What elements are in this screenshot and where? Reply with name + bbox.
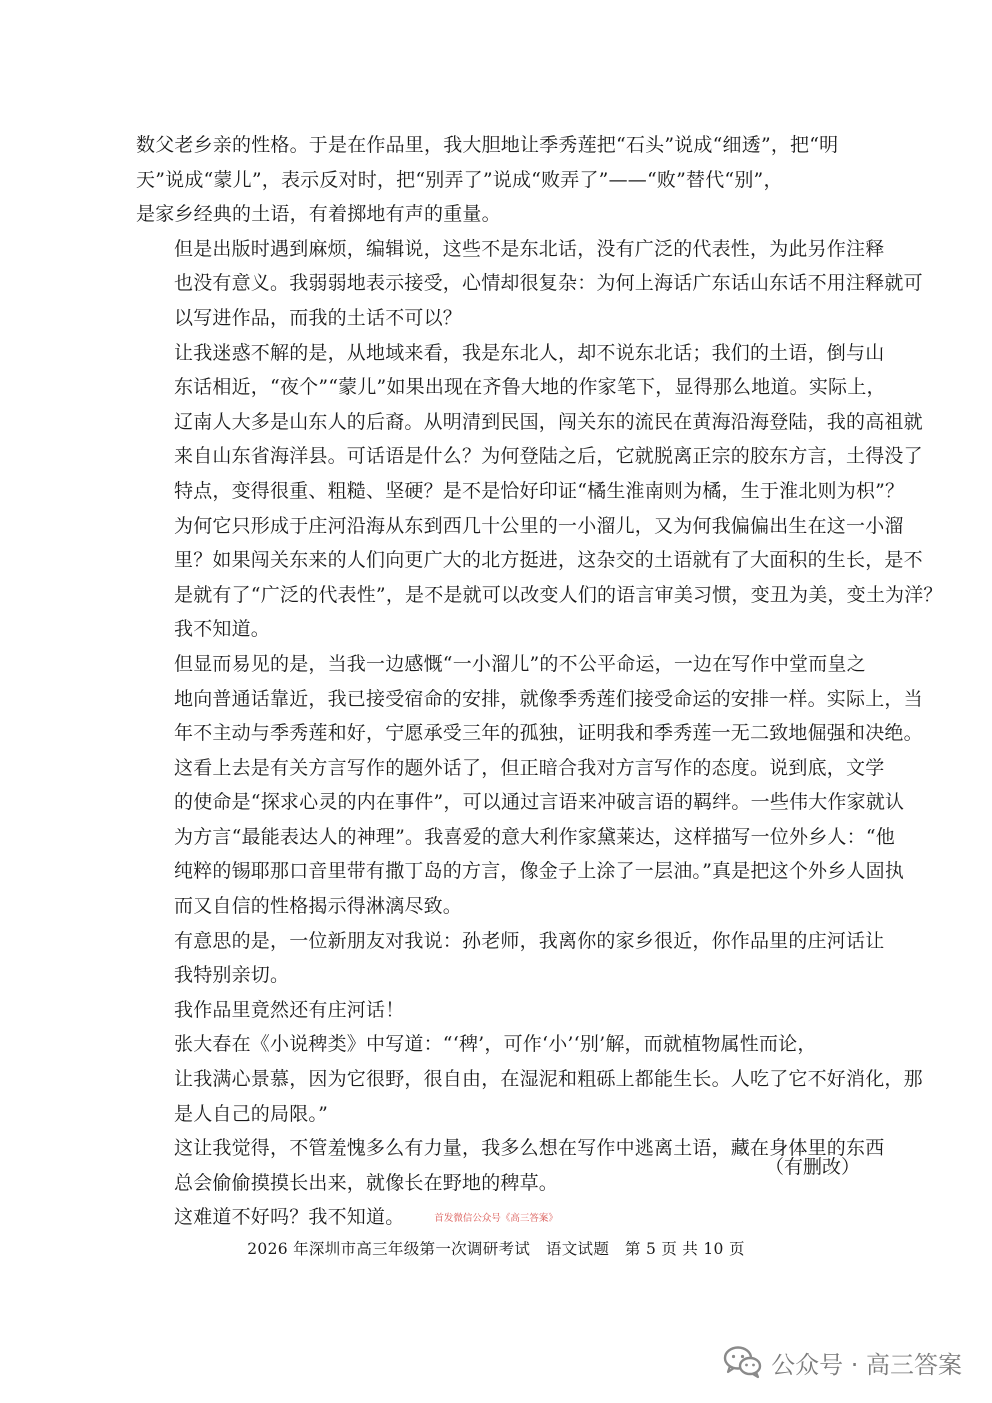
text-line: 而又自信的性格揭示得淋漓尽致。 — [174, 895, 463, 918]
text-line: 天”说成“蒙儿”，表示反对时，把“别弄了”说成“败弄了”——“败”替代“别”， — [136, 168, 783, 191]
text-line: 有意思的是，一位新朋友对我说：孙老师，我离你的家乡很近，你作品里的庄河话让 — [174, 929, 885, 952]
text-line: 这让我觉得，不管羞愧多么有力量，我多么想在写作中逃离土语，藏在身体里的东西 — [174, 1137, 885, 1160]
paragraph — [136, 751, 905, 924]
paragraph — [136, 128, 872, 232]
page-footer: 2026 年深圳市高三年级第一次调研考试 语文试题 第 5 页 共 10 页 — [247, 1240, 745, 1258]
text-line: 数父老乡亲的性格。于是在作品里，我大胆地让季秀莲把“石头”说成“细透”，把“明 — [136, 134, 839, 156]
paragraph — [136, 1131, 885, 1200]
text-line: 是人自己的局限。” — [174, 1102, 329, 1125]
text-line: 张大春在《小说稗类》中写道：“‘稗’，可作‘小’‘别’解，而就植物属性而论， — [174, 1033, 817, 1056]
paragraph — [136, 647, 923, 751]
text-line: 为方言“最能表达人的神理”。我喜爱的意大利作家黛莱达，这样描写一位外乡人：“他 — [174, 825, 895, 848]
brand-label: 公众号 · 高三答案 — [771, 1350, 962, 1379]
paragraph-final — [136, 1200, 872, 1237]
paragraph — [136, 1027, 923, 1131]
source-note: （有删改） — [764, 1156, 860, 1178]
text-line: 我不知道。 — [174, 618, 271, 641]
paragraph — [136, 924, 885, 993]
text-line: 辽南人大多是山东人的后裔。从明清到民国，闯关东的流民在黄海沿海登陆，我的高祖就 — [174, 410, 923, 433]
text-line: 是就有了“广泛的代表性”，是不是就可以改变人们的语言审美习惯，变丑为美，变土为洋？ — [174, 583, 943, 606]
text-line: 也没有意义。我弱弱地表示接受，心情却很复杂：为何上海话广东话山东话不用注释就可 — [174, 272, 923, 295]
text-line: 这看上去是有关方言写作的题外话了，但正暗合我对方言写作的态度。说到底，文学 — [174, 756, 885, 779]
text-line: 东话相近，“夜个”“蒙儿”如果出现在齐鲁大地的作家笔下，显得那么地道。实际上， — [174, 376, 886, 399]
text-line: 让我满心景慕，因为它很野，很自由，在湿泥和粗砾上都能生长。人吃了它不好消化，那 — [174, 1068, 923, 1091]
text-line: 总会偷偷摸摸长出来，就像长在野地的稗草。 — [174, 1171, 559, 1194]
text-line: 年不主动与季秀莲和好，宁愿承受三年的孤独，证明我和季秀莲一无二致地倔强和决绝。 — [174, 722, 923, 745]
inline-watermark: 首发微信公众号《高三答案》 — [434, 1213, 558, 1225]
wechat-brand-watermark — [723, 1343, 962, 1381]
text-line: 让我迷惑不解的是，从地域来看，我是东北人，却不说东北话；我们的土语，倒与山 — [174, 341, 885, 364]
paragraph — [136, 232, 923, 336]
text-line: 为何它只形成于庄河沿海从东到西几十公里的一小溜儿，又为何我偏偏出生在这一小溜 — [174, 514, 904, 537]
text-line: 里？如果闯关东来的人们向更广大的北方挺进，这杂交的土语就有了大面积的生长，是不 — [174, 549, 923, 572]
paragraph — [136, 993, 872, 1028]
text-line: 是家乡经典的土语，有着掷地有声的重量。 — [136, 203, 501, 226]
wechat-icon — [723, 1345, 763, 1379]
text-line: 但是出版时遇到麻烦，编辑说，这些不是东北话，没有广泛的代表性，为此另作注释 — [174, 237, 885, 260]
paragraph — [136, 612, 872, 647]
text-line: 以写进作品，而我的土话不可以？ — [174, 306, 463, 329]
text-line: 我特别亲切。 — [174, 964, 290, 987]
text-line: 这难道不好吗？我不知道。 — [174, 1206, 405, 1229]
text-line: 地向普通话靠近，我已接受宿命的安排，就像季秀莲们接受命运的安排一样。实际上，当 — [174, 687, 923, 710]
text-line: 纯粹的锡耶那口音里带有撒丁岛的方言，像金子上涂了一层油。”真是把这个外乡人固执 — [174, 860, 905, 883]
text-line: 但显而易见的是，当我一边感慨“一小溜儿”的不公平命运，一边在写作中堂而皇之 — [174, 652, 866, 675]
text-line: 的使命是“探求心灵的内在事件”，可以通过言语来冲破言语的羁绊。一些伟大作家就认 — [174, 791, 905, 814]
text-line: 来自山东省海洋县。可话语是什么？为何登陆之后，它就脱离正宗的胶东方言，土得没了 — [174, 445, 923, 468]
article-body — [136, 128, 943, 1237]
text-line: 我作品里竟然还有庄河话！ — [174, 998, 405, 1021]
text-line: 特点，变得很重、粗糙、坚硬？是不是恰好印证“橘生淮南则为橘，生于淮北则为枳”？ — [174, 479, 905, 502]
paragraph — [136, 336, 943, 613]
